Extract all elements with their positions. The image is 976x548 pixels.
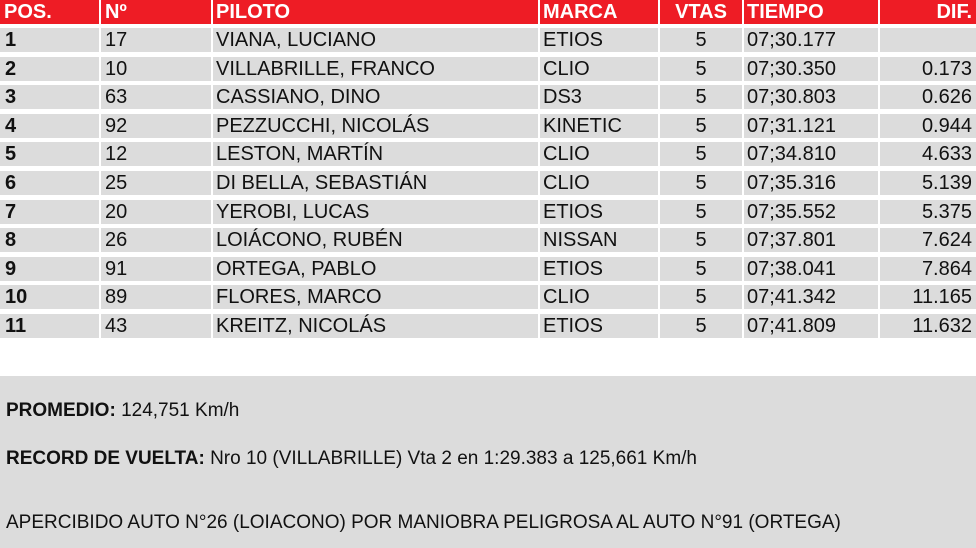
promedio-value: 124,751 Km/h	[121, 400, 240, 421]
cell-num: 92	[101, 114, 211, 138]
apercibido-note: APERCIBIDO AUTO N°26 (LOIACONO) POR MANIOBRA PELIGROSA AL AUTO N°91 (ORTEGA)	[6, 512, 841, 533]
cell-piloto: VIANA, LUCIANO	[213, 28, 538, 52]
cell-piloto: DI BELLA, SEBASTIÁN	[213, 171, 538, 195]
cell-dif: 0.626	[880, 85, 976, 109]
cell-tiempo: 07;41.809	[744, 314, 878, 338]
cell-vtas: 5	[660, 228, 742, 252]
cell-pos: 4	[0, 114, 99, 138]
table-row	[0, 142, 976, 166]
cell-vtas: 5	[660, 114, 742, 138]
cell-vtas: 5	[660, 285, 742, 309]
cell-piloto: YEROBI, LUCAS	[213, 200, 538, 224]
cell-vtas: 5	[660, 57, 742, 81]
cell-num: 10	[101, 57, 211, 81]
cell-num: 89	[101, 285, 211, 309]
cell-tiempo: 07;30.350	[744, 57, 878, 81]
cell-piloto: ORTEGA, PABLO	[213, 257, 538, 281]
record-value: Nro 10 (VILLABRILLE) Vta 2 en 1:29.383 a 125,661 Km/h	[210, 448, 697, 469]
cell-pos: 8	[0, 228, 99, 252]
cell-pos: 3	[0, 85, 99, 109]
cell-tiempo: 07;30.803	[744, 85, 878, 109]
cell-dif: 11.165	[880, 285, 976, 309]
cell-tiempo: 07;34.810	[744, 142, 878, 166]
header-num: Nº	[101, 0, 211, 24]
cell-dif: 7.864	[880, 257, 976, 281]
cell-marca: KINETIC	[540, 114, 658, 138]
cell-tiempo: 07;38.041	[744, 257, 878, 281]
cell-tiempo: 07;41.342	[744, 285, 878, 309]
cell-marca: CLIO	[540, 171, 658, 195]
cell-piloto: PEZZUCCHI, NICOLÁS	[213, 114, 538, 138]
cell-pos: 11	[0, 314, 99, 338]
cell-dif: 0.173	[880, 57, 976, 81]
cell-marca: CLIO	[540, 285, 658, 309]
cell-dif: 7.624	[880, 228, 976, 252]
cell-marca: NISSAN	[540, 228, 658, 252]
table-row	[0, 28, 976, 52]
cell-dif	[880, 28, 976, 52]
header-dif: DIF.	[880, 0, 976, 24]
record-line	[6, 448, 697, 470]
cell-marca: CLIO	[540, 57, 658, 81]
cell-tiempo: 07;37.801	[744, 228, 878, 252]
cell-marca: ETIOS	[540, 200, 658, 224]
cell-pos: 6	[0, 171, 99, 195]
cell-vtas: 5	[660, 85, 742, 109]
race-info-panel	[0, 376, 976, 548]
cell-num: 17	[101, 28, 211, 52]
table-row	[0, 57, 976, 81]
cell-tiempo: 07;35.552	[744, 200, 878, 224]
cell-num: 43	[101, 314, 211, 338]
cell-tiempo: 07;35.316	[744, 171, 878, 195]
table-row	[0, 200, 976, 224]
cell-dif: 5.139	[880, 171, 976, 195]
header-vtas: VTAS	[660, 0, 742, 24]
cell-marca: CLIO	[540, 142, 658, 166]
record-label: RECORD DE VUELTA:	[6, 448, 205, 469]
cell-tiempo: 07;31.121	[744, 114, 878, 138]
cell-num: 20	[101, 200, 211, 224]
table-row	[0, 114, 976, 138]
table-row	[0, 171, 976, 195]
cell-vtas: 5	[660, 257, 742, 281]
table-row	[0, 228, 976, 252]
cell-marca: ETIOS	[540, 314, 658, 338]
table-row	[0, 285, 976, 309]
cell-vtas: 5	[660, 171, 742, 195]
cell-pos: 5	[0, 142, 99, 166]
promedio-label: PROMEDIO:	[6, 400, 116, 421]
cell-tiempo: 07;30.177	[744, 28, 878, 52]
cell-pos: 9	[0, 257, 99, 281]
header-marca: MARCA	[540, 0, 658, 24]
header-tiempo: TIEMPO	[744, 0, 878, 24]
cell-dif: 4.633	[880, 142, 976, 166]
cell-vtas: 5	[660, 28, 742, 52]
cell-dif: 5.375	[880, 200, 976, 224]
table-row	[0, 314, 976, 338]
cell-marca: ETIOS	[540, 257, 658, 281]
table-header	[0, 0, 976, 24]
cell-pos: 2	[0, 57, 99, 81]
cell-pos: 1	[0, 28, 99, 52]
header-pos: POS.	[0, 0, 99, 24]
cell-marca: DS3	[540, 85, 658, 109]
cell-num: 91	[101, 257, 211, 281]
cell-piloto: LESTON, MARTÍN	[213, 142, 538, 166]
table-row	[0, 257, 976, 281]
cell-num: 63	[101, 85, 211, 109]
cell-vtas: 5	[660, 200, 742, 224]
promedio-line	[6, 400, 239, 422]
cell-num: 26	[101, 228, 211, 252]
cell-pos: 7	[0, 200, 99, 224]
cell-vtas: 5	[660, 142, 742, 166]
table-row	[0, 85, 976, 109]
cell-piloto: FLORES, MARCO	[213, 285, 538, 309]
cell-vtas: 5	[660, 314, 742, 338]
cell-dif: 0.944	[880, 114, 976, 138]
cell-pos: 10	[0, 285, 99, 309]
cell-num: 25	[101, 171, 211, 195]
cell-piloto: CASSIANO, DINO	[213, 85, 538, 109]
cell-num: 12	[101, 142, 211, 166]
header-piloto: PILOTO	[213, 0, 538, 24]
cell-marca: ETIOS	[540, 28, 658, 52]
cell-piloto: KREITZ, NICOLÁS	[213, 314, 538, 338]
cell-piloto: LOIÁCONO, RUBÉN	[213, 228, 538, 252]
cell-dif: 11.632	[880, 314, 976, 338]
cell-piloto: VILLABRILLE, FRANCO	[213, 57, 538, 81]
